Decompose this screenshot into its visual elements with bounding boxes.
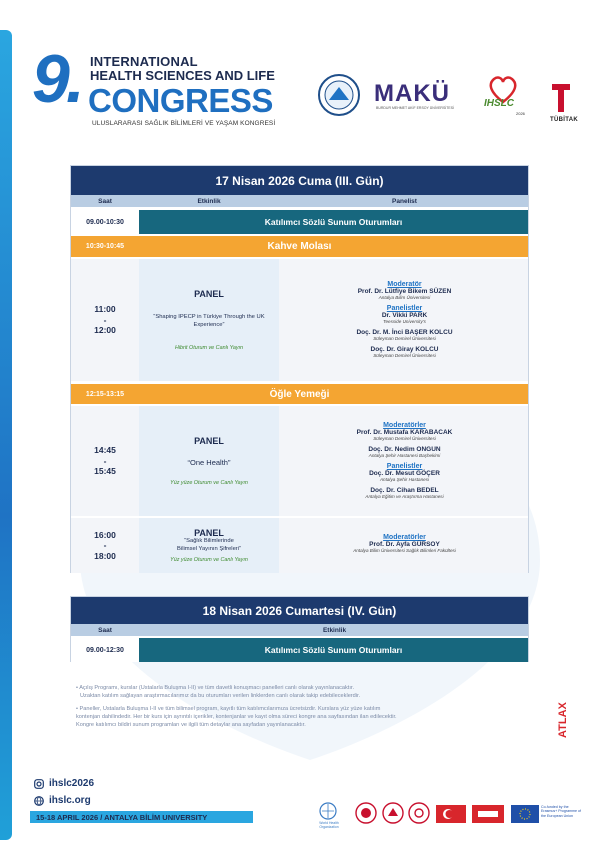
globe-icon bbox=[34, 796, 44, 806]
panel2-panelist-name: Doç. Dr. Cihan BEDEL bbox=[370, 487, 439, 494]
instagram-handle[interactable] bbox=[34, 778, 94, 789]
panel3-moderator-label: Moderatörler bbox=[383, 533, 426, 541]
panel1-panelists-label: Panelistler bbox=[386, 305, 423, 312]
day4-column-headers bbox=[71, 624, 528, 636]
panel3-subtitle-line2: Bilimsel Yayının Şifreleri” bbox=[177, 546, 241, 552]
panel2-mode: Yüz yüze Oturum ve Canlı Yayın bbox=[170, 479, 248, 486]
day3-row-presentations bbox=[71, 210, 528, 234]
panel1-time bbox=[71, 259, 139, 381]
panel1-panelist-name: Doç. Dr. Giray KOLCU bbox=[370, 346, 439, 353]
instagram-icon bbox=[34, 779, 44, 789]
day4-schedule-table bbox=[70, 596, 529, 662]
day3-column-headers bbox=[71, 195, 528, 207]
panel2-subtitle: “One Health” bbox=[187, 458, 231, 468]
panel1-panelist-aff: Teesside University's bbox=[383, 319, 426, 324]
title-subtitle: ULUSLARARASI SAĞLIK BİLİMLERİ VE YAŞAM KONGRESİ bbox=[92, 120, 276, 127]
panel1-panelist-aff: Süleyman Demirel Üniversitesi bbox=[373, 353, 436, 358]
panel2-event bbox=[139, 406, 279, 516]
turkey-eu-flag-icon bbox=[436, 805, 466, 823]
sponsor-seal-3-icon bbox=[408, 802, 430, 824]
panel1-event bbox=[139, 259, 279, 381]
panel3-time-dash: - bbox=[103, 540, 107, 551]
col-etkinlik: Etkinlik bbox=[197, 197, 221, 205]
left-accent-bar bbox=[0, 30, 12, 840]
panel2-moderator-aff: Antalya Şehir Hastanesi Başhekimi bbox=[368, 453, 441, 458]
panel2-title: PANEL bbox=[194, 436, 224, 447]
day3-row-coffee-break bbox=[71, 236, 528, 257]
title-line-1: INTERNATIONAL bbox=[90, 54, 198, 69]
break2-event: Öğle Yemeği bbox=[269, 388, 330, 400]
day3-panel1-row bbox=[71, 259, 528, 381]
antalya-bilim-seal-icon bbox=[318, 74, 360, 116]
panel1-mode: Hibrit Oturum ve Canlı Yayın bbox=[174, 345, 244, 352]
panel1-panelists bbox=[279, 259, 530, 381]
maku-subtitle: BURDUR MEHMET AKİF ERSOY ÜNİVERSİTESİ bbox=[376, 106, 455, 110]
panel1-time-dash: - bbox=[103, 314, 107, 325]
panel3-title: PANEL bbox=[194, 528, 224, 539]
maku-logo: MAKÜ bbox=[374, 80, 450, 107]
panel1-panelist-name: Doç. Dr. M. İnci BAŞER KOLCU bbox=[356, 329, 453, 336]
panel2-moderator-name: Doç. Dr. Nedim ONGUN bbox=[368, 446, 441, 453]
note-line: kontenjan dahilindedir. Her bir kurs için ayrıntılı içerikler, kontenjanlar ve kayıt olma süreci kongre ana sayfasından ilan edilecektir. bbox=[76, 714, 397, 721]
row1-time: 09.00-10:30 bbox=[71, 210, 139, 234]
note-line: Uzaktan katılım sağlayan araştırmacılarımız da bu oturumları verilen linklerden canlı olarak takip edebileceklerdir. bbox=[80, 693, 361, 700]
title-line-2: HEALTH SCIENCES AND LIFE bbox=[90, 68, 275, 83]
website-link[interactable] bbox=[34, 795, 91, 806]
sponsor-seal-1-icon bbox=[355, 802, 377, 824]
website-text: ihslc.org bbox=[49, 795, 91, 806]
tubitak-label: TÜBİTAK bbox=[550, 117, 578, 123]
panel1-title: PANEL bbox=[194, 288, 224, 299]
program-notes bbox=[76, 684, 536, 730]
panel3-moderator-aff: Antalya Bilim Üniversitesi Sağlık Bilimleri Fakültesi bbox=[353, 547, 456, 553]
panel1-panelist-name: Dr. Vikki PARK bbox=[381, 312, 428, 319]
day4-row1-event: Katılımcı Sözlü Sunum Oturumları bbox=[264, 645, 403, 655]
col-etkinlik: Etkinlik bbox=[322, 626, 347, 634]
who-label: World Health Organization bbox=[319, 821, 339, 829]
eu-funding-label: Co-funded by the Erasmus+ Programme of the European Union bbox=[541, 805, 582, 818]
panel3-subtitle-line1: “Sağlık Bilimlerinde bbox=[184, 538, 234, 545]
col-saat: Saat bbox=[98, 197, 112, 205]
panel2-moderator-name: Prof. Dr. Mustafa KARABACAK bbox=[356, 429, 453, 436]
break2-time: 12:15-13:15 bbox=[85, 390, 125, 398]
tubitak-logo-icon bbox=[550, 80, 572, 114]
panel3-mode: Yüz yüze Oturum ve Canlı Yayın bbox=[170, 556, 248, 563]
ihslc-logo-text: IHSLC bbox=[484, 98, 514, 109]
day3-panel3-row bbox=[71, 518, 528, 573]
edition-number: 9. bbox=[32, 41, 81, 117]
panel1-moderator-label: Moderatör bbox=[387, 281, 422, 288]
note-line: • Paneller, Ustalarla Buluşma I-II ve tüm bilimsel program, kayıtlı tüm katılımcılarımıza ücretsizdir. Kurslara yüz yüze katılım bbox=[76, 706, 381, 713]
panel2-time bbox=[71, 406, 139, 516]
panel3-moderator-name: Prof. Dr. Ayfa GÜRSOY bbox=[369, 540, 440, 548]
note-line: Kongre katılımcı bildiri sunum programları ve ilgili tüm detaylar ana sayfadan yayınlanacaktır. bbox=[76, 722, 306, 729]
panel2-moderator-label: Moderatörler bbox=[383, 422, 426, 429]
panel2-panelists bbox=[279, 406, 530, 516]
panel1-subtitle: “Shaping IPECP in Türkiye Through the UK Experience” bbox=[153, 314, 265, 328]
panel3-time-end: 18:00 bbox=[94, 550, 116, 561]
event-dates-bar: 15-18 APRIL 2026 / ANTALYA BİLİM UNIVERSITY bbox=[30, 811, 253, 823]
day3-panel2-row bbox=[71, 406, 528, 516]
panel2-time-start: 14:45 bbox=[94, 445, 116, 456]
ihslc-logo-year: 2026 bbox=[516, 111, 525, 116]
panel2-panelists-label: Panelistler bbox=[386, 463, 423, 470]
day4-row-presentations bbox=[71, 638, 528, 662]
panel3-time bbox=[71, 518, 139, 573]
atlax-brand: ATLAX bbox=[557, 702, 569, 738]
instagram-text: ihslc2026 bbox=[49, 778, 95, 789]
panel3-panelists bbox=[279, 518, 530, 573]
panel1-moderator-name: Prof. Dr. Lütfiye Bikem SÜZEN bbox=[357, 288, 452, 295]
note-line: • Açılış Programı, kurslar (Ustalarla Buluşma I-II) ve tüm davetli konuşmacı panelleri canlı olarak yayınlanacaktır. bbox=[76, 685, 355, 691]
panel1-time-end: 12:00 bbox=[94, 325, 116, 336]
day4-row1-time: 09.00-12:30 bbox=[71, 638, 139, 662]
break1-event: Kahve Molası bbox=[267, 241, 332, 252]
day3-schedule-table bbox=[70, 165, 529, 573]
eu-flag-icon bbox=[511, 805, 539, 823]
panel1-panelist-aff: Süleyman Demirel Üniversitesi bbox=[373, 336, 436, 341]
panel2-time-dash: - bbox=[103, 455, 107, 466]
panel2-panelist-aff: Antalya Şehir Hastanesi bbox=[379, 477, 430, 482]
col-saat: Saat bbox=[98, 626, 112, 634]
day3-row-lunch bbox=[71, 384, 528, 404]
panel2-panelist-aff: Antalya Eğitim ve Araştırma Hastanesi bbox=[365, 494, 444, 499]
day3-title: 17 Nisan 2026 Cuma (III. Gün) bbox=[71, 166, 528, 195]
col-panelist: Panelist bbox=[392, 197, 417, 205]
panel2-moderator-aff: Süleyman Demirel Üniversitesi bbox=[373, 436, 436, 441]
break1-time: 10:30-10:45 bbox=[85, 243, 125, 250]
panel1-time-start: 11:00 bbox=[94, 304, 116, 315]
row1-event: Katılımcı Sözlü Sunum Oturumları bbox=[264, 217, 403, 227]
sponsor-red-logo-icon bbox=[472, 805, 504, 823]
panel3-event bbox=[139, 518, 279, 573]
panel2-time-end: 15:45 bbox=[94, 466, 116, 477]
title-line-3: CONGRESS bbox=[88, 82, 273, 119]
panel2-panelist-name: Doç. Dr. Mesut GÖÇER bbox=[369, 470, 440, 477]
panel3-time-start: 16:00 bbox=[94, 529, 116, 540]
sponsor-seal-2-icon bbox=[382, 802, 404, 824]
day4-title: 18 Nisan 2026 Cumartesi (IV. Gün) bbox=[71, 597, 528, 624]
panel1-moderator-aff: Antalya Bilim Üniversitesi bbox=[378, 295, 431, 300]
